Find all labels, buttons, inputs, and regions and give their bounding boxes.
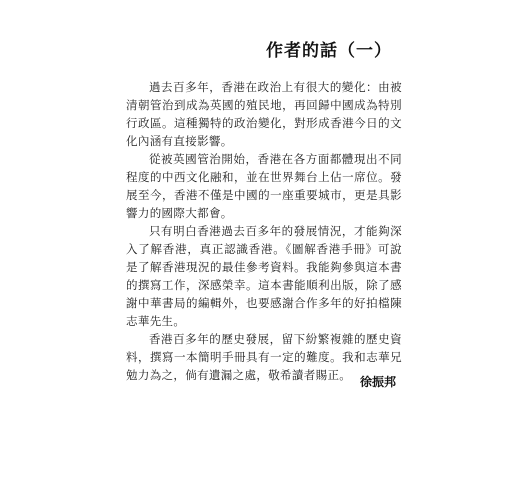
preface-body [126,78,402,384]
author-signature: 徐振邦 [359,375,396,389]
page-title: 作者的話（一） [266,41,392,61]
paragraph: 從被英國管治開始，香港在各方面都體現出不同程度的中西文化融和，並在世界舞台上佔一席位。發展至今，香港不僅是中國的一座重要城市，更是具影響力的國際大都會。 [126,152,402,220]
paragraph: 香港百多年的歷史發展，留下紛繁複雜的歷史資料，撰寫一本簡明手冊具有一定的難度。我和志華兄勉力為之，倘有遺漏之處，敬希讀者賜正。 [126,332,402,382]
paragraph: 過去百多年，香港在政治上有很大的變化：由被清朝管治到成為英國的殖民地，再回歸中國成為特別行政區。這種獨特的政治變化，對形成香港今日的文化內涵有直接影響。 [126,80,402,148]
paragraph: 只有明白香港過去百多年的發展情況，才能夠深入了解香港，真正認識香港。《圖解香港手冊》可說是了解香港現況的最佳參考資料。我能夠參與這本書的撰寫工作，深感榮幸。這本書能順利出版，除了感謝中華書局的編輯外，也要感謝合作多年的好拍檔陳志華先生。 [126,224,402,328]
